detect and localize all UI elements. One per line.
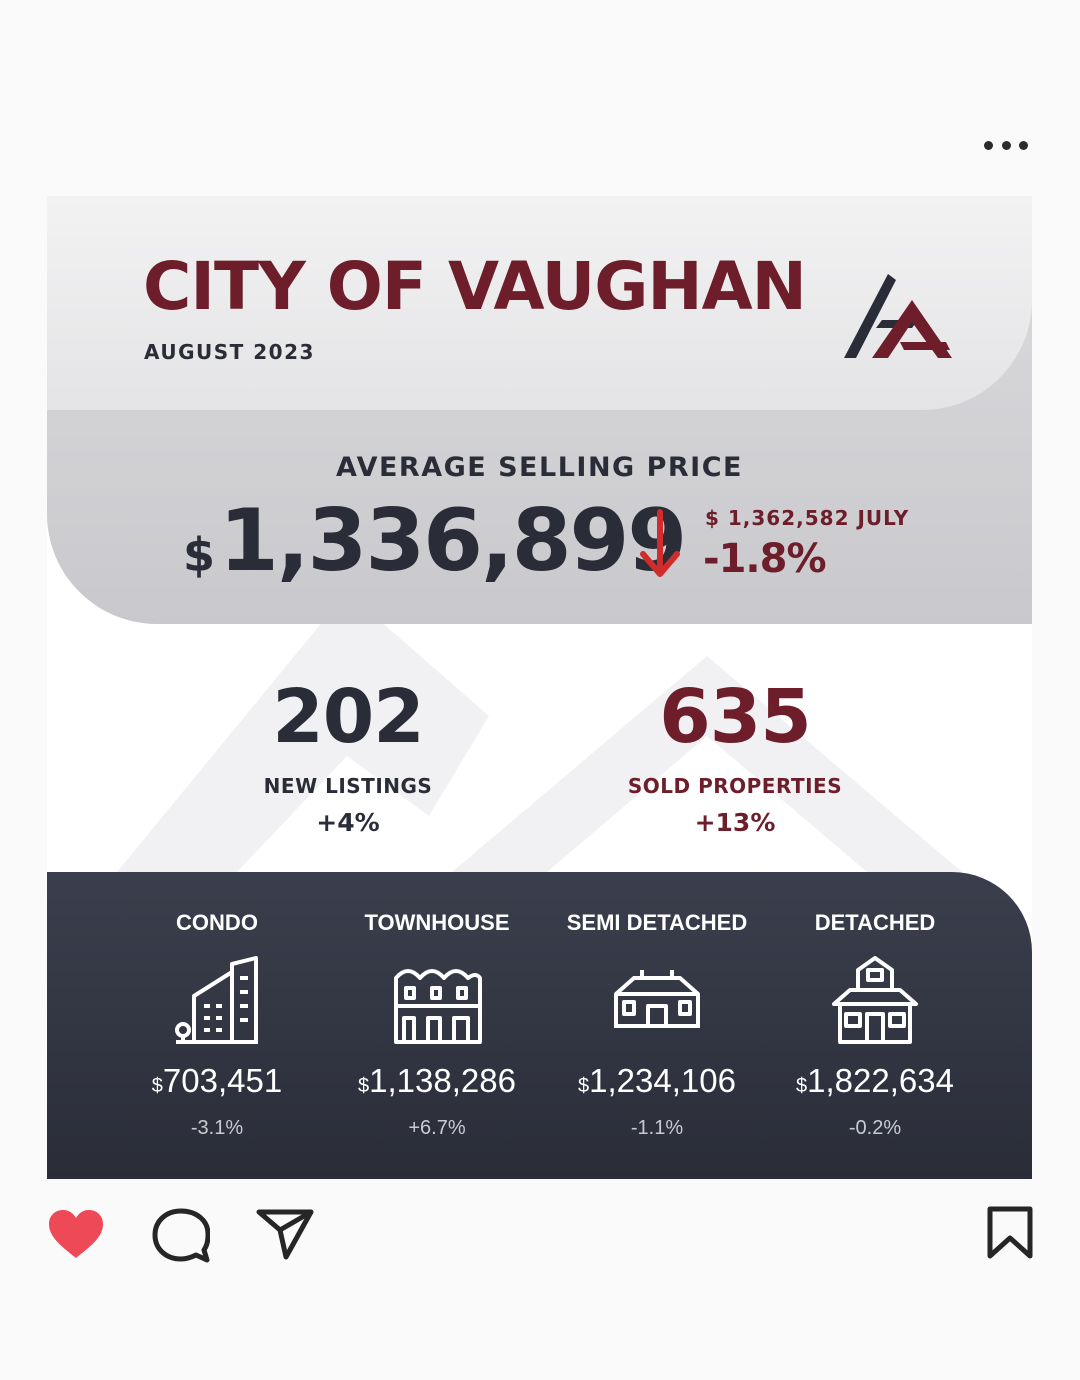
detached-house-icon (830, 956, 920, 1046)
type-price-value: 703,451 (162, 1062, 283, 1099)
semi-detached-house-icon (612, 956, 702, 1046)
sold-properties-stat (585, 674, 885, 837)
type-price-currency: $ (151, 1075, 163, 1097)
heart-icon (49, 1210, 103, 1258)
sold-properties-label: SOLD PROPERTIES (627, 774, 843, 798)
type-change: -0.2% (848, 1117, 902, 1139)
down-arrow-icon (639, 508, 681, 580)
share-icon (259, 1212, 311, 1257)
type-price (327, 1062, 547, 1100)
type-price (107, 1062, 327, 1100)
condo-building-icon (172, 956, 262, 1046)
type-price-currency: $ (578, 1075, 590, 1097)
like-button[interactable] (47, 1208, 105, 1260)
previous-month-price: $ 1,362,582 JULY (705, 506, 910, 530)
type-price-currency: $ (796, 1075, 808, 1097)
property-types-panel (47, 872, 1032, 1179)
type-price (547, 1062, 767, 1100)
type-price-currency: $ (358, 1075, 370, 1097)
type-name: TOWNHOUSE (364, 910, 510, 935)
new-listings-count: 202 (272, 674, 424, 760)
page-title: CITY OF VAUGHAN (143, 248, 806, 325)
bookmark-button[interactable] (986, 1206, 1034, 1260)
type-price-value: 1,822,634 (807, 1062, 954, 1099)
post-image (47, 196, 1032, 1179)
type-name: SEMI DETACHED (566, 910, 748, 935)
average-price-panel (47, 196, 1032, 624)
comment-button[interactable] (152, 1208, 210, 1264)
sold-properties-count: 635 (659, 674, 811, 760)
more-options-button[interactable] (984, 136, 1028, 154)
type-price (765, 1062, 985, 1100)
type-change: +6.7% (408, 1117, 466, 1139)
type-change: -1.1% (630, 1117, 684, 1139)
more-options-icon (984, 141, 993, 150)
more-options-dot (1019, 141, 1028, 150)
type-price-value: 1,234,106 (589, 1062, 736, 1099)
new-listings-change: +4% (316, 808, 380, 837)
type-name: DETACHED (814, 910, 936, 935)
type-change: -3.1% (190, 1117, 244, 1139)
type-price-value: 1,138,286 (369, 1062, 516, 1099)
average-price-currency: $ (183, 528, 216, 582)
average-price-change: -1.8% (703, 536, 826, 582)
bookmark-icon (990, 1209, 1030, 1256)
average-price-value: 1,336,899 (219, 491, 686, 591)
sold-properties-change: +13% (694, 808, 776, 837)
more-options-dot (1002, 141, 1011, 150)
comment-icon (155, 1211, 208, 1260)
share-button[interactable] (256, 1208, 314, 1260)
new-listings-stat (198, 674, 498, 837)
townhouse-icon (392, 956, 482, 1046)
average-price-label: AVERAGE SELLING PRICE (336, 452, 743, 483)
brand-logo-icon (842, 270, 954, 362)
new-listings-label: NEW LISTINGS (263, 774, 433, 798)
report-date: AUGUST 2023 (144, 340, 315, 364)
type-name: CONDO (176, 910, 258, 935)
